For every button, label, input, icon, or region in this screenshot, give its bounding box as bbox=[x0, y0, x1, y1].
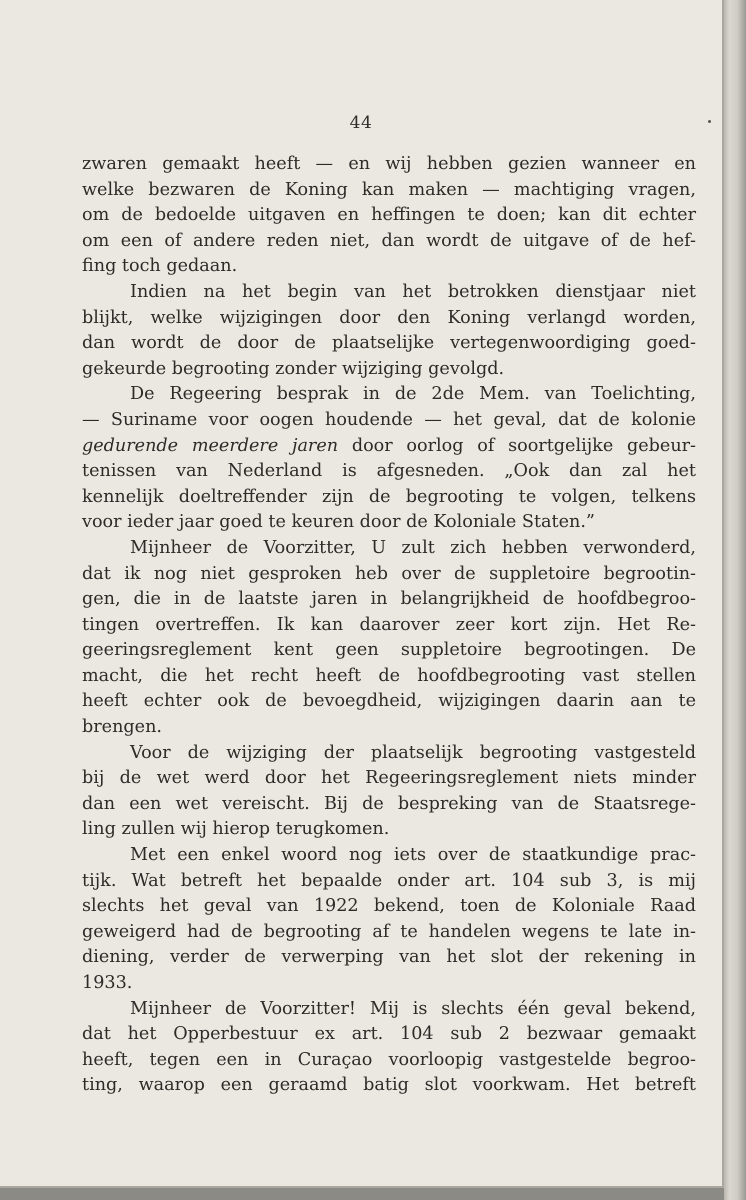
text-line: brengen. bbox=[82, 717, 163, 738]
text-line: om een of andere reden niet, dan wordt de uitgave of de hef- bbox=[82, 230, 696, 251]
text-line: tijk. Wat betreft het bepaalde onder art. 104 sub 3, is mij bbox=[82, 870, 696, 891]
text-line: om de bedoelde uitgaven en heffingen te doen; kan dit echter bbox=[82, 205, 696, 226]
text-line: geeringsreglement kent geen suppletoire begrootingen. De bbox=[82, 640, 696, 661]
text-line: bij de wet werd door het Regeeringsreglement niets minder bbox=[82, 768, 696, 789]
text-line: zwaren gemaakt heeft — en wij hebben gezien wanneer en bbox=[82, 154, 696, 174]
paragraph bbox=[82, 741, 696, 843]
text-line: dat ik nog niet gesproken heb over de suppletoire begrootin- bbox=[82, 563, 696, 584]
text-line: Met een enkel woord nog iets over de staatkundige prac- bbox=[130, 845, 696, 866]
text-line: diening, verder de verwerping van het slot der rekening in bbox=[82, 947, 696, 968]
text-line: Voor de wijziging der plaatselijk begrooting vastgesteld bbox=[130, 742, 696, 763]
text-line: welke bezwaren de Koning kan maken — machtiging vragen, bbox=[82, 179, 696, 200]
text-line: gedurende meerdere jaren door oorlog of soortgelijke gebeur- bbox=[82, 435, 697, 456]
text-line: slechts het geval van 1922 bekend, toen de Koloniale Raad bbox=[82, 896, 696, 917]
paragraph bbox=[82, 280, 696, 382]
text-line: macht, die het recht heeft de hoofdbegrooting vast stellen bbox=[82, 665, 696, 686]
text-line: heeft, tegen een in Curaçao voorloopig vastgestelde begroo- bbox=[82, 1049, 696, 1070]
paragraph bbox=[82, 382, 696, 536]
print-speck bbox=[708, 120, 711, 123]
paragraph bbox=[82, 843, 696, 997]
paragraph bbox=[82, 536, 696, 741]
text-line: Mijnheer de Voorzitter, U zult zich hebben verwonderd, bbox=[130, 537, 696, 558]
text-line: De Regeering besprak in de 2de Mem. van Toelichting, bbox=[130, 384, 696, 405]
text-line: dan een wet vereischt. Bij de bespreking van de Staatsrege- bbox=[82, 793, 696, 814]
text-line: kennelijk doeltreffender zijn de begrooting te volgen, telkens bbox=[82, 486, 696, 507]
body-text bbox=[82, 152, 696, 1099]
text-line: voor ieder jaar goed te keuren door de Koloniale Staten.” bbox=[82, 512, 595, 533]
text-line: tenissen van Nederland is afgesneden. „Ook dan zal het bbox=[82, 461, 696, 482]
text-line: dan wordt de door de plaatselijke vertegenwoordiging goed- bbox=[82, 333, 696, 354]
text-line: — Suriname voor oogen houdende — het geval, dat de kolonie bbox=[82, 409, 696, 430]
text-line: gekeurde begrooting zonder wijziging gevolgd. bbox=[82, 358, 505, 379]
text-line: ting, waarop een geraamd batig slot voorkwam. Het betreft bbox=[82, 1075, 696, 1096]
text-line: dat het Opperbestuur ex art. 104 sub 2 bezwaar gemaakt bbox=[82, 1024, 696, 1045]
text-line: 1933. bbox=[82, 973, 133, 993]
paragraph bbox=[82, 152, 696, 280]
page-edge bbox=[724, 0, 746, 1200]
text-line: heeft echter ook de bevoegdheid, wijzigingen daarin aan te bbox=[82, 691, 696, 712]
text-line: blijkt, welke wijzigingen door den Koning verlangd worden, bbox=[82, 307, 696, 328]
text-line: Indien na het begin van het betrokken dienstjaar niet bbox=[130, 281, 696, 302]
text-line: gen, die in de laatste jaren in belangrijkheid de hoofdbegroo- bbox=[82, 589, 696, 610]
text-line: fing toch gedaan. bbox=[82, 256, 238, 277]
text-line: Mijnheer de Voorzitter! Mij is slechts één geval bekend, bbox=[130, 998, 696, 1019]
paragraph bbox=[82, 997, 696, 1099]
page-number: 44 bbox=[349, 113, 373, 133]
text-line: ling zullen wij hierop terugkomen. bbox=[82, 819, 390, 840]
text-line: tingen overtreffen. Ik kan daarover zeer kort zijn. Het Re- bbox=[82, 614, 696, 635]
italic-phrase: gedurende meerdere jaren bbox=[82, 435, 339, 456]
text-line: geweigerd had de begrooting af te handelen wegens te late in- bbox=[82, 921, 696, 942]
